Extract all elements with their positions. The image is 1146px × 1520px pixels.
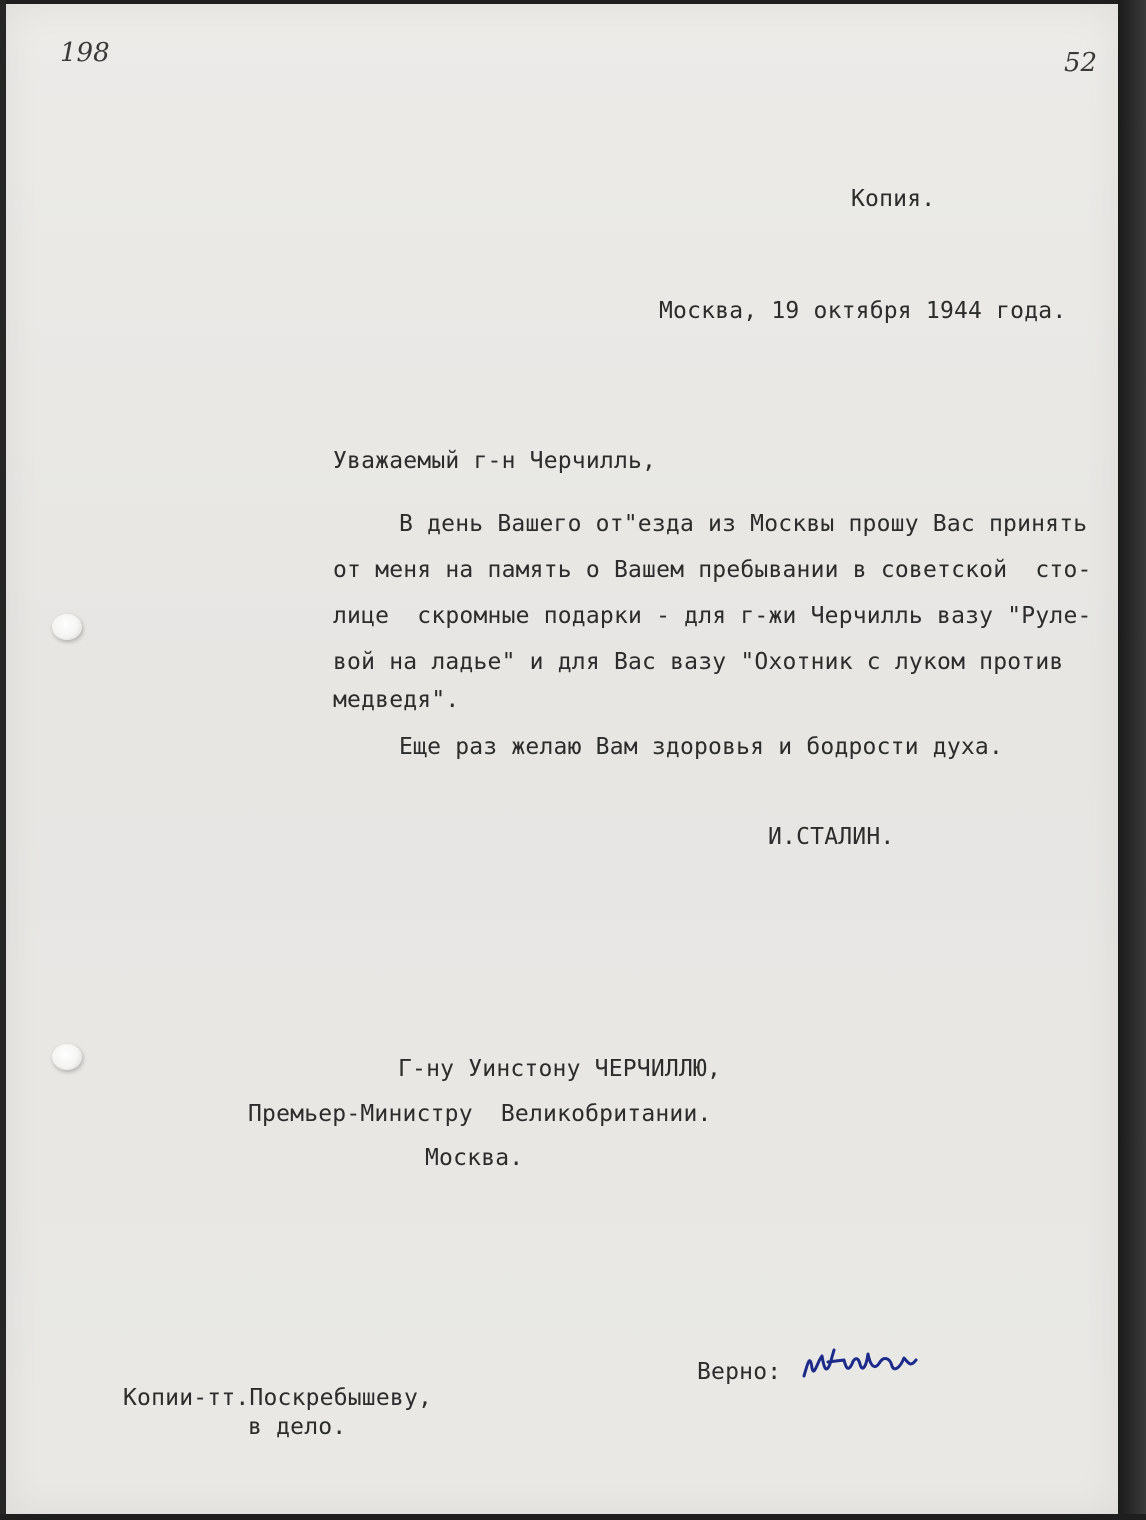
- addressee-name: Г-ну Уинстону ЧЕРЧИЛЛЮ,: [398, 1056, 722, 1082]
- addressee-city: Москва.: [425, 1145, 524, 1171]
- handwritten-signature: [800, 1338, 930, 1388]
- distribution-file: в дело.: [248, 1414, 347, 1440]
- body-line: медведя".: [333, 687, 460, 713]
- punch-hole-upper: [52, 614, 82, 640]
- typed-signature: И.СТАЛИН.: [768, 824, 895, 850]
- distribution-line: Копии-тт.Поскребышеву,: [123, 1385, 433, 1411]
- salutation: Уважаемый г-н Черчилль,: [333, 448, 657, 474]
- body-line: В день Вашего от"езда из Москвы прошу Вас принять: [399, 511, 1088, 537]
- archive-page-number: 52: [1064, 48, 1098, 78]
- punch-hole-lower: [52, 1044, 82, 1070]
- body-line: вой на ладье" и для Вас вазу "Охотник с луком против: [333, 649, 1064, 675]
- archive-number-left: 198: [60, 38, 110, 68]
- certification-label: Верно:: [697, 1359, 782, 1385]
- body-line: лице скромные подарки - для г-жи Черчилль вазу "Руле-: [333, 603, 1092, 629]
- body-line: от меня на память о Вашем пребывании в советской сто-: [333, 557, 1092, 583]
- scan-border-right: [1118, 0, 1146, 1520]
- addressee-title: Премьер-Министру Великобритании.: [248, 1101, 712, 1127]
- place-date: Москва, 19 октября 1944 года.: [659, 298, 1067, 324]
- closing-line: Еще раз желаю Вам здоровья и бодрости духа.: [399, 734, 1004, 760]
- scan-border-bottom: [0, 1514, 1146, 1520]
- copy-label: Копия.: [851, 186, 936, 212]
